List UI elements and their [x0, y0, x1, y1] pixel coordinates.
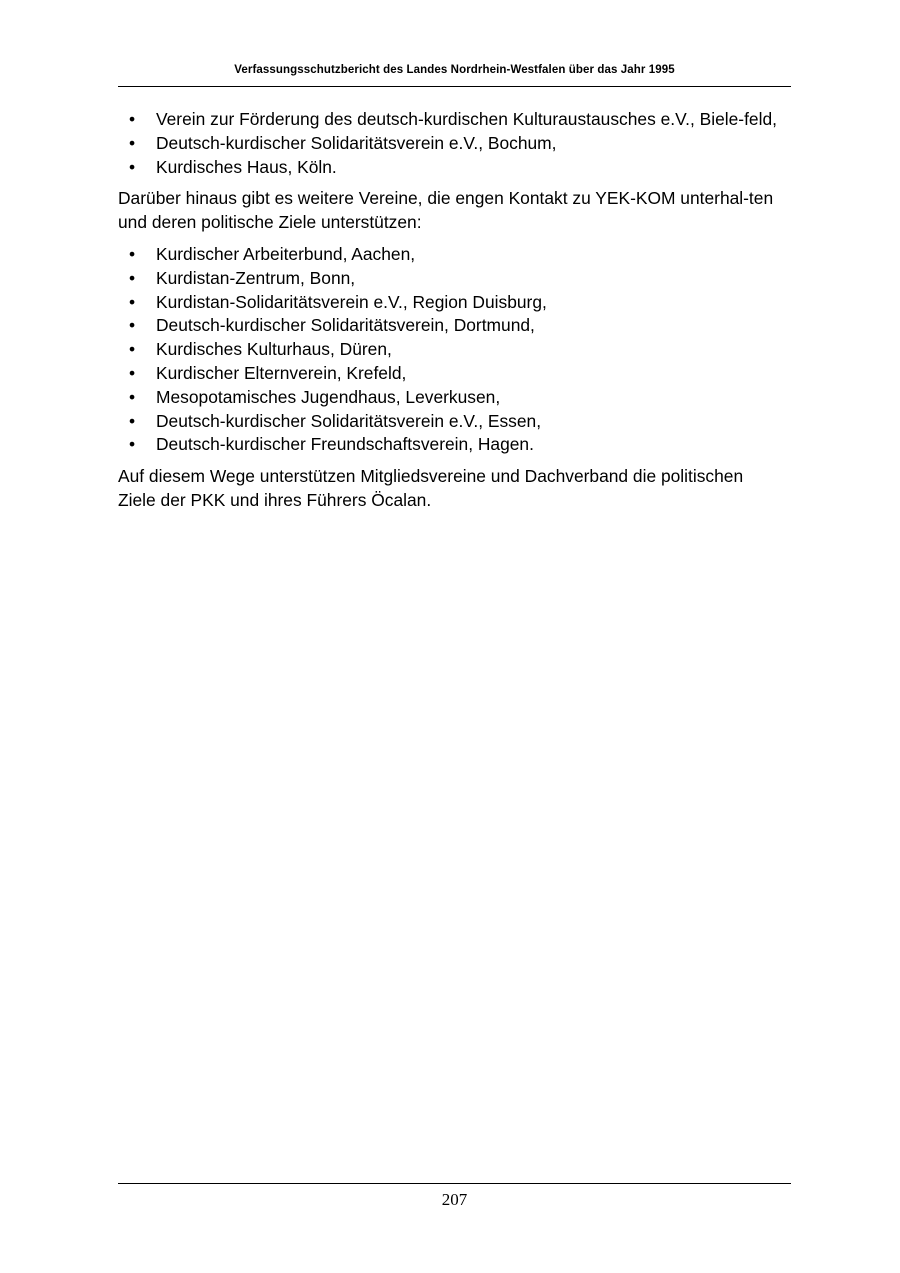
- bullet-icon: •: [129, 132, 136, 153]
- bullet-icon: •: [129, 291, 136, 312]
- bullet-icon: •: [129, 434, 136, 455]
- list-item-text: Kurdisches Haus, Köln.: [156, 156, 337, 177]
- list-item-text: Kurdistan-Solidaritätsverein e.V., Region Duisburg,: [156, 291, 547, 312]
- list-item-text: Kurdistan-Zentrum, Bonn,: [156, 267, 356, 288]
- list-item-text: Deutsch-kurdischer Solidaritätsverein e.V., Essen,: [156, 410, 542, 431]
- list-item-text: Kurdischer Arbeiterbund, Aachen,: [156, 243, 416, 264]
- list-item: [118, 108, 778, 132]
- list-item: [118, 132, 778, 156]
- paragraph-conclusion: Auf diesem Wege unterstützen Mitgliedsvereine und Dachverband die politischen Ziele der PKK und ihres Führers Öcalan.: [118, 466, 744, 510]
- bullet-icon: •: [129, 386, 136, 407]
- list-item-text: Deutsch-kurdischer Solidaritätsverein e.V., Bochum,: [156, 132, 557, 153]
- bullet-icon: •: [129, 339, 136, 360]
- bullet-icon: •: [129, 243, 136, 264]
- list-item: [118, 386, 778, 410]
- list-item-text: Deutsch-kurdischer Freundschaftsverein, Hagen.: [156, 434, 534, 455]
- list-item: [118, 433, 778, 457]
- page-body: [118, 108, 778, 521]
- list-item-text: Verein zur Förderung des deutsch-kurdischen Kulturaustausches e.V., Biele-feld,: [156, 109, 777, 129]
- header-divider: [118, 86, 791, 87]
- list-item: [118, 338, 778, 362]
- list-item: [118, 410, 778, 434]
- list-item: [118, 267, 778, 291]
- paragraph-further-associations: Darüber hinaus gibt es weitere Vereine, die engen Kontakt zu YEK-KOM unterhal-ten und deren politische Ziele unterstützen:: [118, 188, 774, 233]
- association-list-primary: [118, 108, 778, 179]
- bullet-icon: •: [129, 315, 136, 336]
- bullet-icon: •: [129, 109, 136, 129]
- list-item: [118, 291, 778, 315]
- bullet-icon: •: [129, 362, 136, 383]
- list-item-text: Kurdischer Elternverein, Krefeld,: [156, 362, 407, 383]
- bullet-icon: •: [129, 410, 136, 431]
- footer-divider: [118, 1183, 791, 1184]
- list-item: [118, 156, 778, 180]
- list-item: [118, 243, 778, 267]
- list-item: [118, 362, 778, 386]
- page-number: 207: [441, 1190, 468, 1209]
- list-item-text: Mesopotamisches Jugendhaus, Leverkusen,: [156, 386, 501, 407]
- list-item-text: Deutsch-kurdischer Solidaritätsverein, Dortmund,: [156, 315, 535, 336]
- bullet-icon: •: [129, 267, 136, 288]
- bullet-icon: •: [129, 156, 136, 177]
- association-list-secondary: [118, 243, 778, 457]
- running-header: Verfassungsschutzbericht des Landes Nordrhein-Westfalen über das Jahr 1995: [234, 64, 675, 76]
- list-item: [118, 314, 778, 338]
- list-item-text: Kurdisches Kulturhaus, Düren,: [156, 339, 392, 360]
